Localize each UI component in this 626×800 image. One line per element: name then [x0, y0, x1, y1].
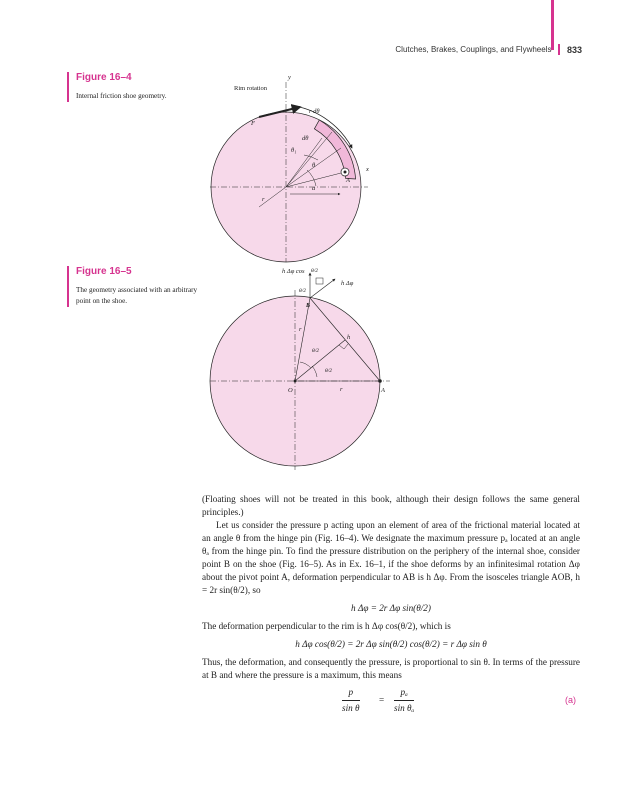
label-h-dphi-cos: h Δφ cos — [282, 268, 305, 275]
label-a: a — [312, 185, 316, 192]
label-rim-rotation: Rim rotation — [234, 85, 268, 92]
figure-16-4-diagram — [210, 74, 369, 262]
label-h-dphi: h Δφ — [341, 280, 354, 287]
figure-title: Figure 16–4 — [76, 72, 132, 83]
label-theta-2: θ/2 — [299, 288, 306, 294]
fraction-rhs: $\frac{\text{pₐ}}{\text{sin θₐ}}$ — [394, 687, 415, 713]
equation-a — [202, 686, 580, 718]
figure-caption-text: Internal friction shoe geometry. — [76, 92, 167, 100]
label-A: A — [381, 387, 385, 394]
label-x: x — [366, 166, 369, 173]
equation: h Δφ cos(θ/2) = 2r Δφ sin(θ/2) cos(θ/2) = r Δφ sin θ — [295, 639, 487, 649]
fraction-lhs: $\frac{p}{\text{sin θ}}$ — [342, 687, 360, 713]
figure-caption-text: The geometry associated with an arbitrary point on the shoe. — [76, 286, 198, 305]
label-theta1: θ₁ — [291, 147, 297, 154]
page-number: 833 — [566, 44, 582, 55]
label-O: O — [288, 387, 293, 394]
body-text — [202, 493, 580, 718]
label-h: h — [347, 334, 351, 341]
equation: h Δφ = 2r Δφ sin(θ/2) — [351, 603, 431, 613]
label-theta-2: θ/2 — [312, 348, 319, 354]
label-B: B — [306, 303, 311, 309]
point-A — [378, 379, 382, 383]
paragraph: Thus, the deformation, and consequently the pressure, is proportional to sin θ. In terms of the pressure at B and where the pressure is a maximum, this means — [202, 657, 580, 680]
point-O — [294, 380, 297, 383]
equation-label: (a) — [565, 695, 576, 705]
label-theta-2: θ/2 — [311, 268, 318, 274]
figure-16-5-diagram — [210, 268, 390, 470]
label-F: F — [251, 120, 255, 127]
label-r-dtheta: r dθ — [309, 108, 320, 115]
label-A: A — [346, 177, 350, 184]
paragraph: Let us consider the pressure p acting upon an element of area of the frictional material located at an angle θ from the hinge pin (Fig. 16–4). We designate the maximum pressure pₐ located at an angle θₐ from the hinge pin. To find the pressure distribution on the periphery of the internal shoe, consider point B on the shoe (Fig. 16–5). As in Ex. 16–1, if the shoe deforms by an infinitesimal rotation Δφ about the pivot point A, deformation perpendicular to AB is h Δφ. From the isosceles triangle AOB, h = 2r sin(θ/2), so — [202, 520, 580, 595]
label-theta: θ — [312, 162, 316, 169]
label-dtheta: dθ — [302, 135, 309, 142]
paragraph: (Floating shoes will not be treated in this book, although their design follows the same general principles.) — [202, 494, 580, 517]
paragraph: The deformation perpendicular to the rim is h Δφ cos(θ/2), which is — [202, 621, 451, 631]
equals-sign: = — [379, 695, 385, 705]
running-title: Clutches, Brakes, Couplings, and Flywheels — [395, 45, 552, 54]
label-y: y — [288, 74, 291, 81]
h-dphi-arrow — [310, 279, 335, 298]
label-theta-2: θ/2 — [325, 368, 332, 374]
label-r: r — [299, 326, 302, 333]
figure-title: Figure 16–5 — [76, 266, 132, 277]
label-r: r — [262, 196, 265, 203]
label-r: r — [340, 386, 343, 393]
